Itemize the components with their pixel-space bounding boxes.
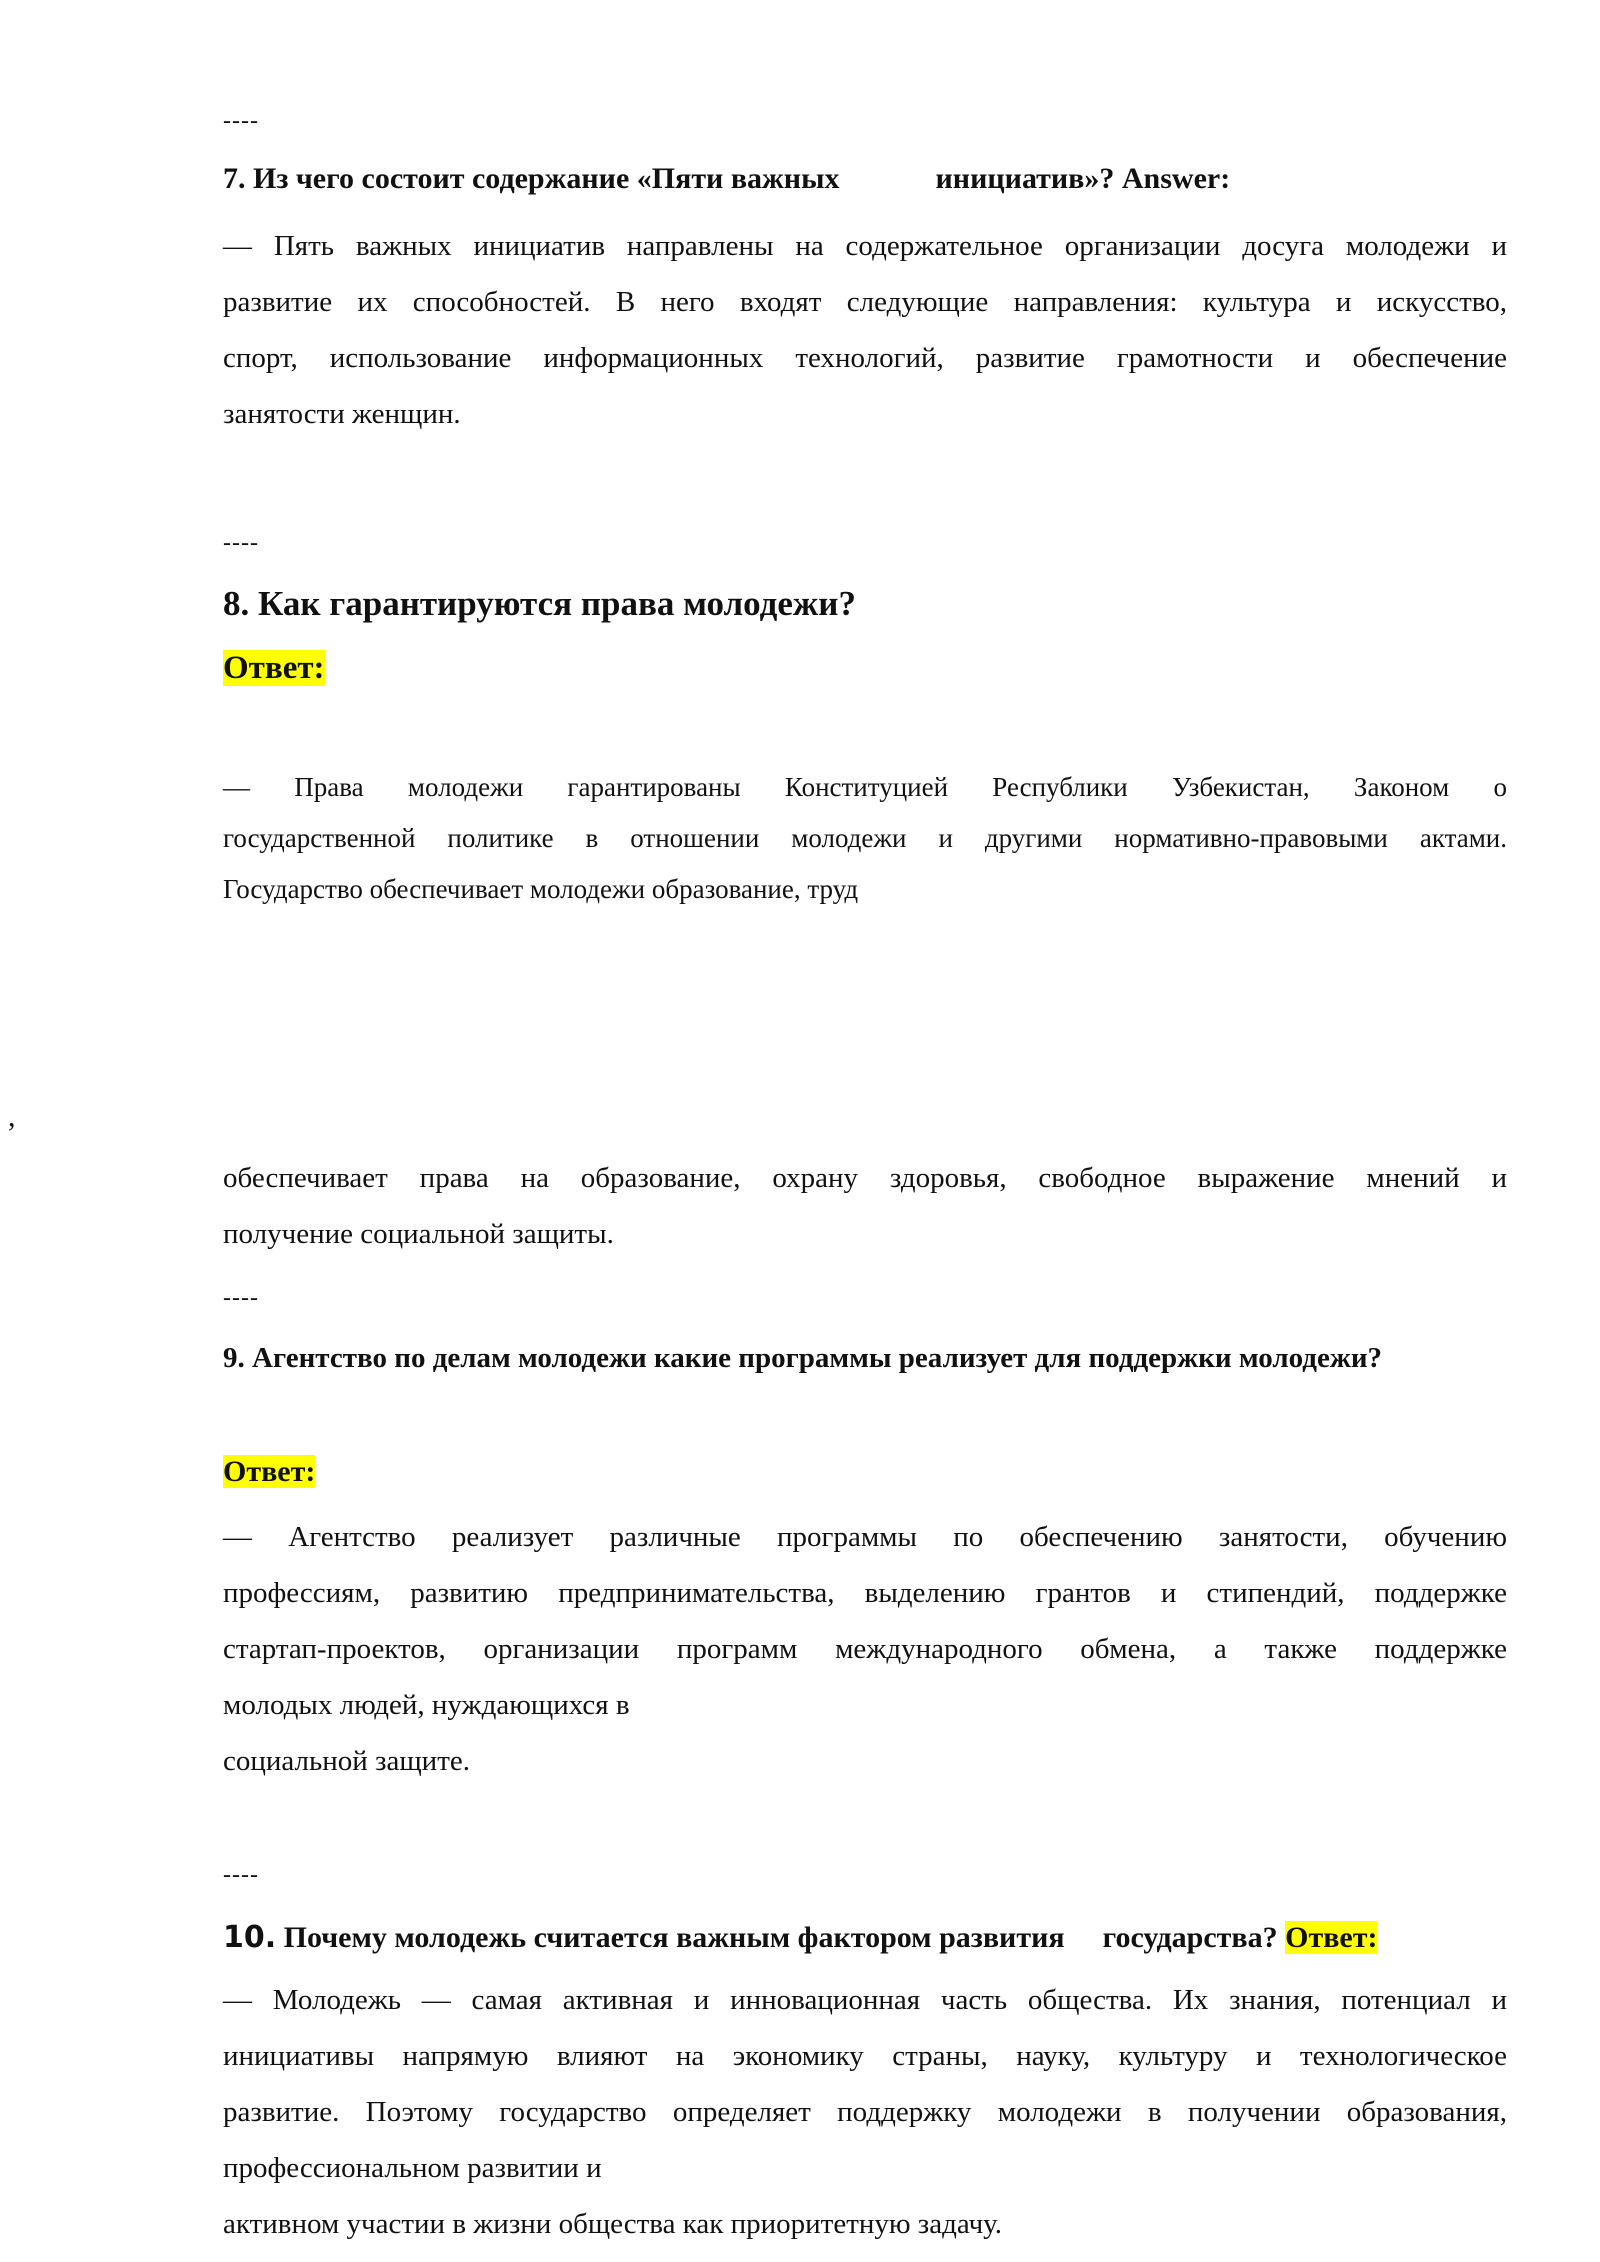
answer-9-line: социальной защите. xyxy=(223,1745,470,1777)
answer-10-text xyxy=(223,1972,1507,2252)
answer-label-highlight: Ответ: xyxy=(1285,1921,1378,1954)
answer-8-line: Государство обеспечивает молодежи образование, труд xyxy=(223,874,859,904)
separator: ---- xyxy=(223,1862,259,1888)
separator: ---- xyxy=(223,1285,259,1311)
answer-8-line: получение социальной защиты. xyxy=(223,1218,614,1250)
answer-10-line: активном участии в жизни общества как приоритетную задачу. xyxy=(223,2208,1003,2240)
answer-9-line: профессиям, развитию предпринимательства, выделению грантов и стипендий, поддержке xyxy=(223,1577,1507,1609)
answer-10-line: развитие. Поэтому государство определяет поддержку молодежи в получении образования, xyxy=(223,2096,1507,2128)
answer-8-line: — Права молодежи гарантированы Конституцией Республики Узбекистан, Законом о xyxy=(223,772,1507,802)
answer-8-continuation xyxy=(223,1150,1507,1262)
answer-10-line: — Молодежь — самая активная и инновационная часть общества. Их знания, потенциал и xyxy=(223,1984,1507,2016)
question-10-number: 10. xyxy=(223,1920,277,1955)
question-9-answer-label xyxy=(223,1455,315,1489)
answer-7-line: развитие их способностей. В него входят следующие направления: культура и искусство, xyxy=(223,286,1507,318)
answer-label-highlight: Ответ: xyxy=(223,650,325,686)
answer-9-text xyxy=(223,1509,1507,1789)
answer-9-line: молодых людей, нуждающихся в xyxy=(223,1689,630,1721)
answer-9-line: стартап-проектов, организации программ международного обмена, а также поддержке xyxy=(223,1633,1507,1665)
question-10-title-part1: Почему молодежь считается важным фактором развития xyxy=(283,1921,1065,1954)
question-7-title xyxy=(223,162,1230,196)
question-8-answer-label xyxy=(223,650,325,687)
question-7-title-part1: 7. Из чего состоит содержание «Пяти важных xyxy=(223,162,840,195)
answer-10-line: профессиональном развитии и xyxy=(223,2152,602,2184)
answer-8-line: обеспечивает права на образование, охрану здоровья, свободное выражение мнений и xyxy=(223,1162,1507,1194)
answer-label-highlight: Ответ: xyxy=(223,1455,316,1488)
question-10-title-part2: государства? xyxy=(1102,1921,1278,1954)
separator: ---- xyxy=(223,108,259,134)
stray-comma: , xyxy=(8,1100,16,1133)
answer-7-line: — Пять важных инициатив направлены на содержательное организации досуга молодежи и xyxy=(223,230,1507,262)
answer-7-line: занятости женщин. xyxy=(223,398,461,430)
question-8-title: 8. Как гарантируются права молодежи? xyxy=(223,584,856,623)
question-10-title xyxy=(223,1920,1377,1955)
answer-7-line: спорт, использование информационных технологий, развитие грамотности и обеспечение xyxy=(223,342,1507,374)
answer-9-line: — Агентство реализует различные программы по обеспечению занятости, обучению xyxy=(223,1521,1507,1553)
answer-10-line: инициативы напрямую влияют на экономику страны, науку, культуру и технологическое xyxy=(223,2040,1507,2072)
answer-8-line: государственной политике в отношении молодежи и другими нормативно-правовыми актами. xyxy=(223,823,1507,853)
separator: ---- xyxy=(223,530,259,556)
answer-7-text xyxy=(223,218,1507,442)
question-9-title: 9. Агентство по делам молодежи какие программы реализует для поддержки молодежи? xyxy=(223,1342,1383,1374)
question-7-title-part2: инициатив»? Answer: xyxy=(935,162,1231,195)
answer-8-text xyxy=(223,762,1507,915)
